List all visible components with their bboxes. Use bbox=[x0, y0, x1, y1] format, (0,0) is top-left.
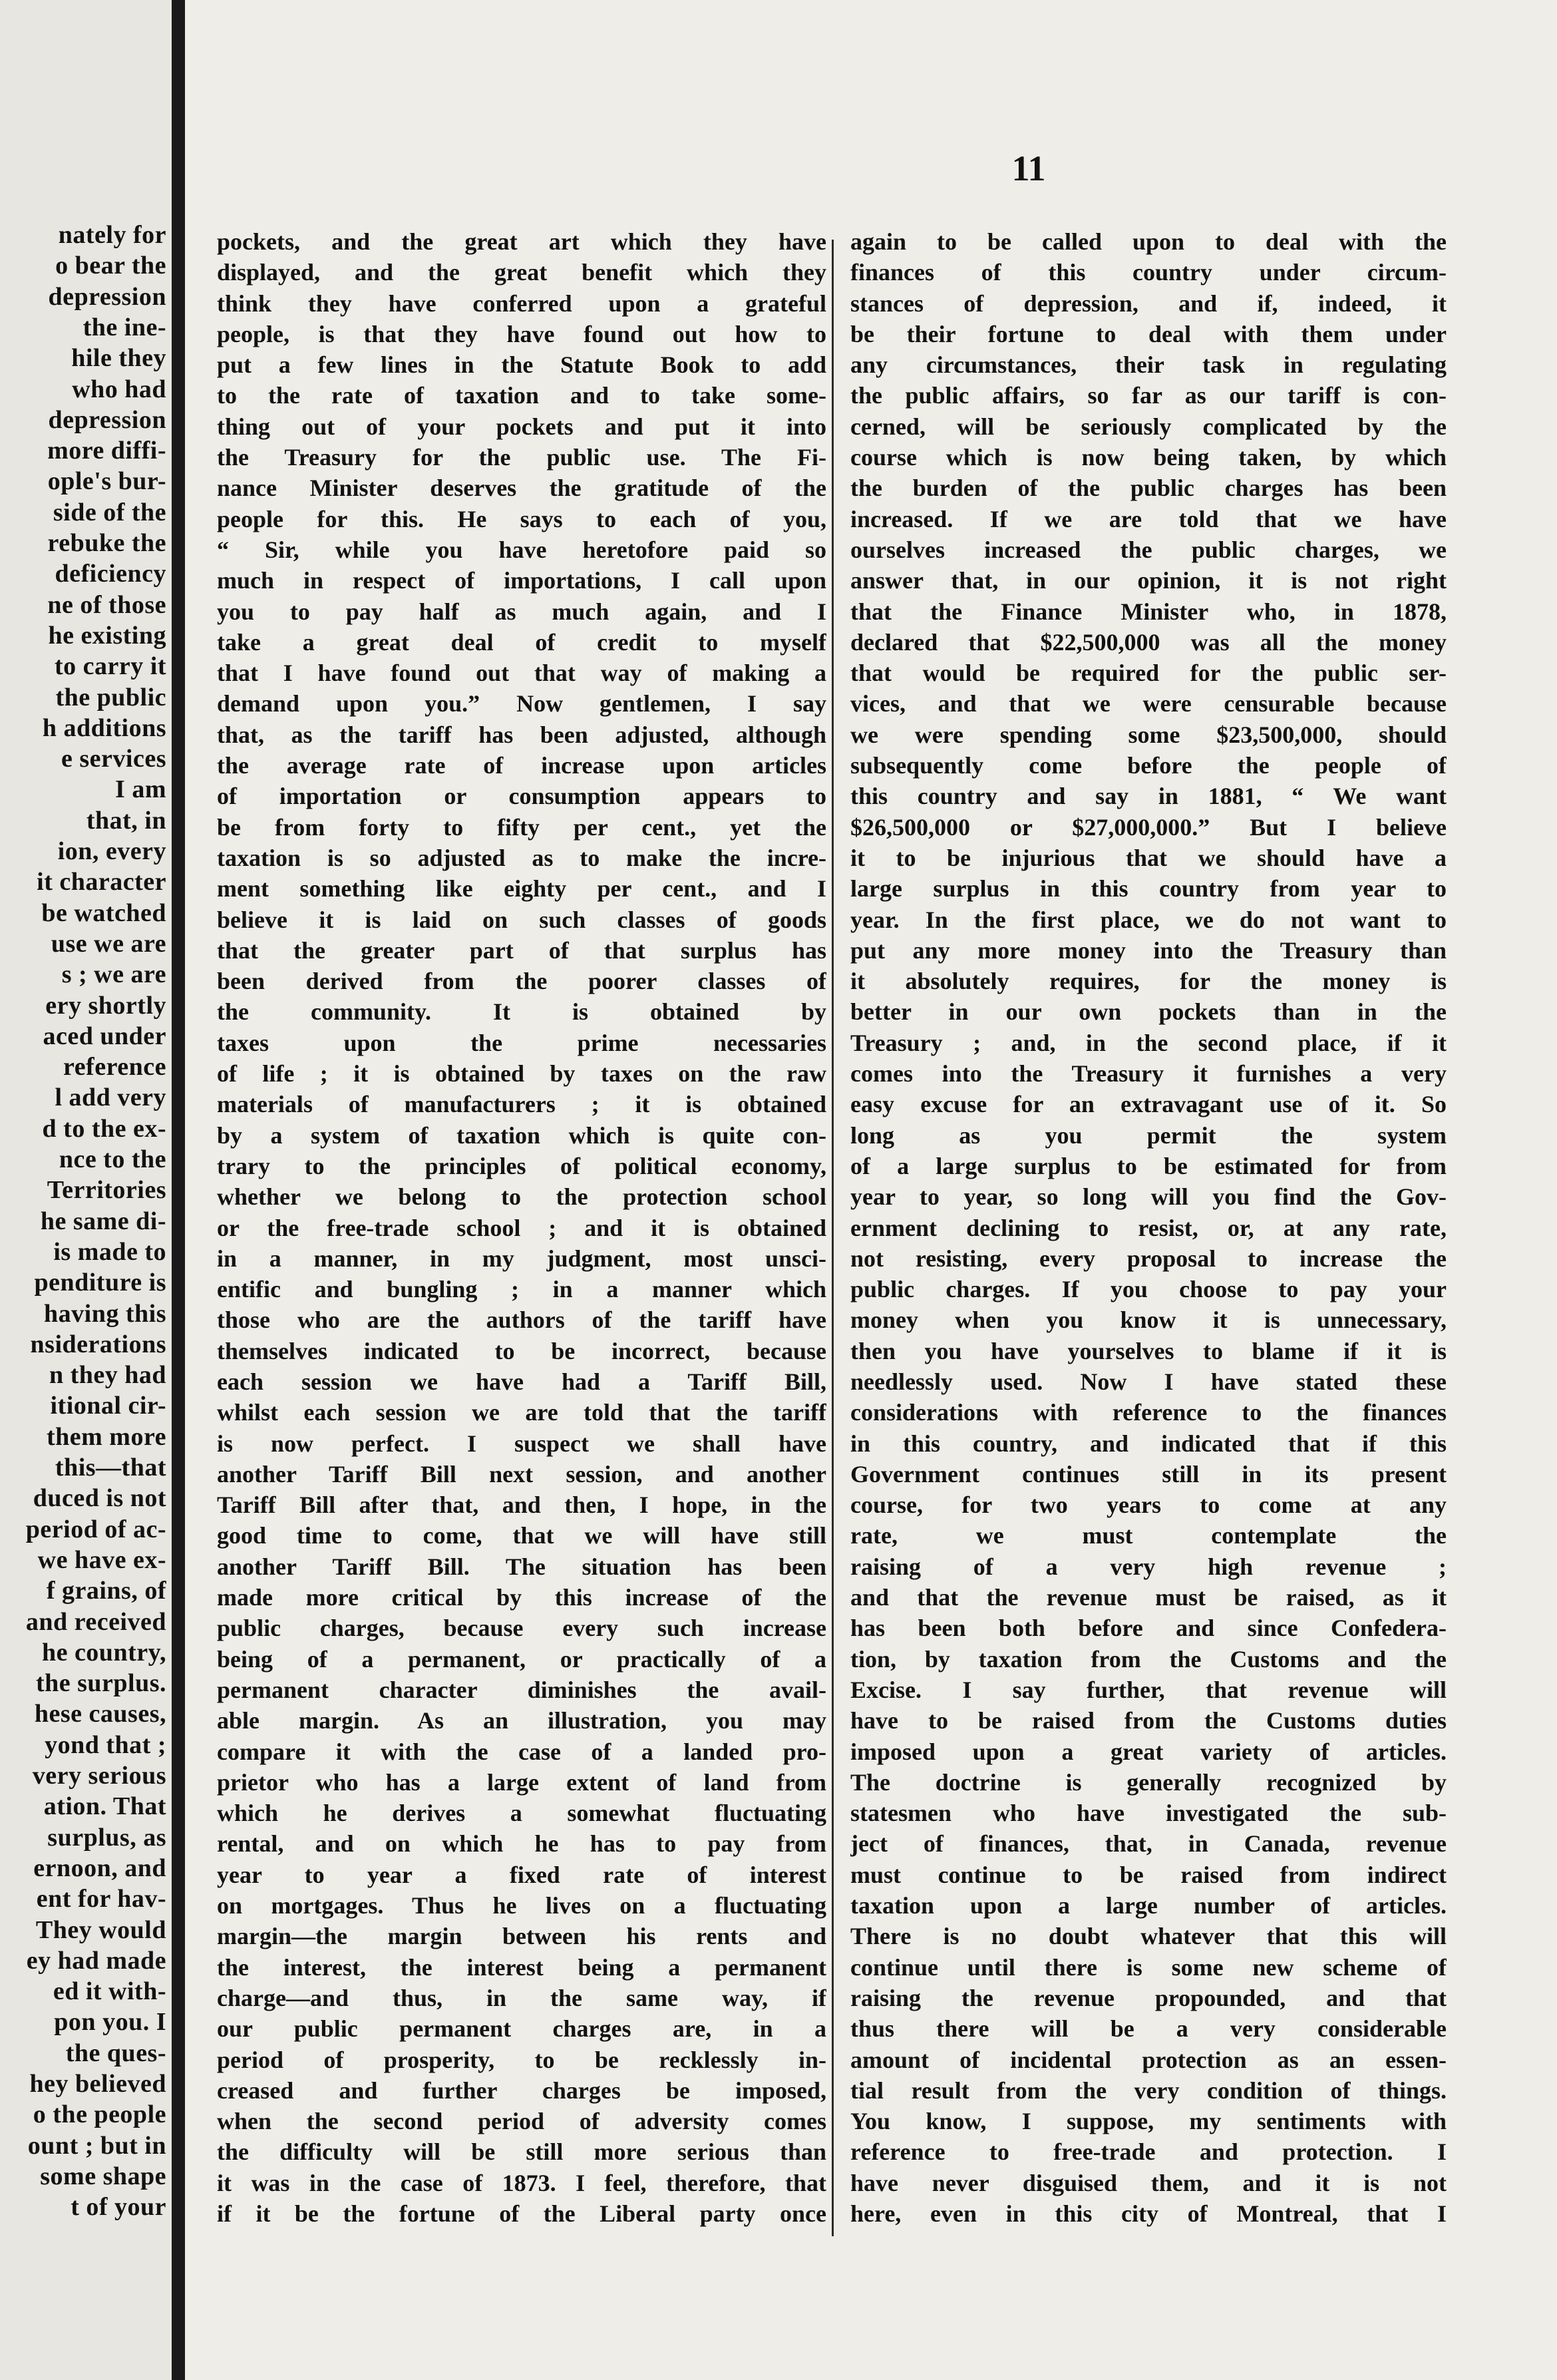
text-line: tion, by taxation from the Customs and the bbox=[850, 1645, 1447, 1673]
fragment-line: deficiency bbox=[55, 560, 166, 588]
left-text-column bbox=[217, 226, 826, 2303]
text-line: finances of this country under circum- bbox=[850, 259, 1447, 286]
fragment-line: ery shortly bbox=[45, 991, 166, 1020]
fragment-line: They would bbox=[35, 1915, 166, 1944]
fragment-line: reference bbox=[63, 1053, 166, 1082]
text-line: you to pay half as much again, and I bbox=[217, 598, 826, 625]
text-line: if it be the fortune of the Liberal party once bbox=[217, 2200, 826, 2227]
fragment-line: e services bbox=[61, 745, 166, 773]
text-line: have never disguised them, and it is not bbox=[850, 2169, 1447, 2196]
fragment-line: n they had bbox=[49, 1361, 166, 1390]
text-line: public charges. If you choose to pay your bbox=[850, 1276, 1447, 1303]
text-line: year. In the first place, we do not want to bbox=[850, 906, 1447, 933]
book-page bbox=[185, 0, 1557, 2380]
text-line: charge—and thus, in the same way, if bbox=[217, 1984, 826, 2011]
fragment-line: this—that bbox=[55, 1454, 166, 1482]
fragment-line: ople's bur- bbox=[47, 467, 166, 496]
text-line: declared that $22,500,000 was all the money bbox=[850, 628, 1447, 656]
fragment-line: depression bbox=[48, 282, 166, 311]
text-line: when the second period of adversity comes bbox=[217, 2108, 826, 2135]
fragment-line: and received bbox=[25, 1607, 166, 1636]
fragment-line: hey believed bbox=[29, 2070, 166, 2098]
fragment-line: Territories bbox=[47, 1176, 166, 1205]
text-line: of importation or consumption appears to bbox=[217, 783, 826, 810]
fragment-line: hile they bbox=[71, 344, 166, 373]
text-line: the average rate of increase upon articles bbox=[217, 752, 826, 779]
fragment-line: ey had made bbox=[26, 1946, 166, 1975]
text-line: money when you know it is unnecessary, bbox=[850, 1306, 1447, 1334]
fragment-line: o the people bbox=[33, 2100, 166, 2129]
text-line: permanent character diminishes the avail- bbox=[217, 1676, 826, 1703]
text-line: margin—the margin between his rents and bbox=[217, 1923, 826, 1950]
text-line: themselves indicated to be incorrect, because bbox=[217, 1337, 826, 1364]
text-line: rental, and on which he has to pay from bbox=[217, 1830, 826, 1858]
text-line: that would be required for the public ser- bbox=[850, 660, 1447, 687]
text-line: ment something like eighty per cent., and I bbox=[217, 875, 826, 902]
fragment-line: who had bbox=[72, 375, 166, 403]
text-line: thus there will be a very considerable bbox=[850, 2015, 1447, 2043]
text-line: here, even in this city of Montreal, that I bbox=[850, 2200, 1447, 2227]
text-line: whilst each session we are told that the tariff bbox=[217, 1399, 826, 1426]
fragment-line: ent for hav- bbox=[36, 1885, 166, 1913]
text-line: and that the revenue must be raised, as it bbox=[850, 1584, 1447, 1611]
fragment-line: period of ac- bbox=[25, 1515, 166, 1543]
text-line: in this country, and indicated that if this bbox=[850, 1430, 1447, 1457]
fragment-line: is made to bbox=[53, 1237, 166, 1266]
fragment-line: f grains, of bbox=[46, 1577, 166, 1605]
fragment-line: nsiderations bbox=[30, 1330, 166, 1358]
fragment-line: s ; we are bbox=[61, 960, 166, 989]
text-line: on mortgages. Thus he lives on a fluctuating bbox=[217, 1892, 826, 1919]
text-line: There is no doubt whatever that this will bbox=[850, 1923, 1447, 1950]
text-line: needlessly used. Now I have stated these bbox=[850, 1368, 1447, 1395]
fragment-line: them more bbox=[46, 1422, 166, 1451]
text-line: raising of a very high revenue ; bbox=[850, 1553, 1447, 1580]
text-line: people, is that they have found out how to bbox=[217, 320, 826, 347]
fragment-line: t of your bbox=[71, 2193, 166, 2222]
text-line: ernment declining to resist, or, at any rate, bbox=[850, 1214, 1447, 1241]
fragment-line: hese causes, bbox=[34, 1700, 166, 1728]
text-line: large surplus in this country from year to bbox=[850, 875, 1447, 902]
text-line: imposed upon a great variety of articles. bbox=[850, 1738, 1447, 1765]
text-line: taxation upon a large number of articles. bbox=[850, 1892, 1447, 1919]
text-line: better in our own pockets than in the bbox=[850, 998, 1447, 1026]
text-line: materials of manufacturers ; it is obtained bbox=[217, 1091, 826, 1118]
text-line: is now perfect. I suspect we shall have bbox=[217, 1430, 826, 1457]
adjacent-page-fragment bbox=[0, 0, 172, 2380]
text-line: must continue to be raised from indirect bbox=[850, 1861, 1447, 1888]
text-line: people for this. He says to each of you, bbox=[217, 505, 826, 532]
text-line: be from forty to fifty per cent., yet the bbox=[217, 813, 826, 841]
text-line: the Treasury for the public use. The Fi- bbox=[217, 444, 826, 471]
text-line: have to be raised from the Customs duties bbox=[850, 1707, 1447, 1734]
text-line: the interest, the interest being a permanent bbox=[217, 1953, 826, 1981]
text-line: statesmen who have investigated the sub- bbox=[850, 1800, 1447, 1827]
text-line: The doctrine is generally recognized by bbox=[850, 1768, 1447, 1796]
book-gutter bbox=[172, 0, 185, 2380]
text-line: amount of incidental protection as an essen- bbox=[850, 2046, 1447, 2073]
text-line: nance Minister deserves the gratitude of the bbox=[217, 475, 826, 502]
text-line: those who are the authors of the tariff have bbox=[217, 1306, 826, 1334]
fragment-line: nately for bbox=[58, 221, 166, 249]
fragment-line: nce to the bbox=[59, 1145, 166, 1173]
text-line: reference to free-trade and protection. I bbox=[850, 2138, 1447, 2166]
text-line: be their fortune to deal with them under bbox=[850, 320, 1447, 347]
text-line: easy excuse for an extravagant use of it. So bbox=[850, 1091, 1447, 1118]
text-line: think they have conferred upon a grateful bbox=[217, 290, 826, 317]
page-number: 11 bbox=[1011, 148, 1046, 188]
text-line: entific and bungling ; in a manner which bbox=[217, 1276, 826, 1303]
fragment-line: the surplus. bbox=[35, 1669, 166, 1698]
fragment-line: ed it with- bbox=[53, 1977, 166, 2006]
fragment-line: more diffi- bbox=[47, 437, 166, 465]
text-line: creased and further charges be imposed, bbox=[217, 2077, 826, 2104]
text-line: long as you permit the system bbox=[850, 1121, 1447, 1149]
text-line: in a manner, in my judgment, most unsci- bbox=[217, 1245, 826, 1272]
text-line: trary to the principles of political economy, bbox=[217, 1152, 826, 1179]
fragment-line: he same di- bbox=[40, 1207, 166, 1235]
text-line: course, for two years to come at any bbox=[850, 1491, 1447, 1519]
text-line: raising the revenue propounded, and that bbox=[850, 1984, 1447, 2011]
fragment-line: penditure is bbox=[34, 1269, 166, 1297]
fragment-line: d to the ex- bbox=[42, 1114, 166, 1143]
text-line: or the free-trade school ; and it is obtained bbox=[217, 1214, 826, 1241]
text-line: public charges, because every such increase bbox=[217, 1615, 826, 1642]
text-line: has been both before and since Confedera- bbox=[850, 1615, 1447, 1642]
text-line: Tariff Bill after that, and then, I hope, in the bbox=[217, 1491, 826, 1519]
text-line: considerations with reference to the finances bbox=[850, 1399, 1447, 1426]
text-line: Treasury ; and, in the second place, if it bbox=[850, 1029, 1447, 1056]
text-line: it to be injurious that we should have a bbox=[850, 844, 1447, 871]
text-line: thing out of your pockets and put it into bbox=[217, 413, 826, 440]
fragment-line: h additions bbox=[42, 713, 166, 742]
fragment-line: he country, bbox=[41, 1638, 166, 1667]
text-line: cerned, will be seriously complicated by the bbox=[850, 413, 1447, 440]
text-line: pockets, and the great art which they have bbox=[217, 228, 826, 255]
text-line: that the Finance Minister who, in 1878, bbox=[850, 598, 1447, 625]
fragment-line: some shape bbox=[40, 2162, 166, 2190]
text-line: $26,500,000 or $27,000,000.” But I believe bbox=[850, 813, 1447, 841]
text-line: compare it with the case of a landed pro- bbox=[217, 1738, 826, 1765]
text-line: You know, I suppose, my sentiments with bbox=[850, 2108, 1447, 2135]
text-line: much in respect of importations, I call upon bbox=[217, 567, 826, 594]
text-line: the difficulty will be still more serious than bbox=[217, 2138, 826, 2166]
text-line: our public permanent charges are, in a bbox=[217, 2015, 826, 2043]
text-line: each session we have had a Tariff Bill, bbox=[217, 1368, 826, 1395]
fragment-line: aced under bbox=[43, 1022, 166, 1050]
fragment-line: I am bbox=[115, 775, 166, 804]
text-line: displayed, and the great benefit which they bbox=[217, 259, 826, 286]
fragment-line: o bear the bbox=[55, 252, 166, 280]
text-line: that I have found out that way of making a bbox=[217, 660, 826, 687]
text-line: the burden of the public charges has been bbox=[850, 475, 1447, 502]
text-line: vices, and that we were censurable because bbox=[850, 690, 1447, 717]
fragment-line: side of the bbox=[53, 498, 166, 526]
text-line: put a few lines in the Statute Book to add bbox=[217, 351, 826, 379]
fragment-line: be watched bbox=[41, 898, 166, 927]
fragment-line: pon you. I bbox=[54, 2008, 166, 2037]
text-line: the public affairs, so far as our tariff is con- bbox=[850, 382, 1447, 409]
fragment-line: we have ex- bbox=[37, 1545, 166, 1574]
text-line: any circumstances, their task in regulating bbox=[850, 351, 1447, 379]
text-line: we were spending some $23,500,000, should bbox=[850, 721, 1447, 748]
text-line: made more critical by this increase of the bbox=[217, 1584, 826, 1611]
text-line: “ Sir, while you have heretofore paid so bbox=[217, 536, 826, 563]
text-line: that, as the tariff has been adjusted, although bbox=[217, 721, 826, 748]
text-line: which he derives a somewhat fluctuating bbox=[217, 1800, 826, 1827]
text-line: another Tariff Bill next session, and another bbox=[217, 1460, 826, 1487]
fragment-line: it character bbox=[37, 868, 166, 896]
fragment-line: to carry it bbox=[55, 652, 166, 681]
text-line: ject of finances, that, in Canada, revenue bbox=[850, 1830, 1447, 1858]
text-line: good time to come, that we will have still bbox=[217, 1522, 826, 1549]
fragment-line: rebuke the bbox=[47, 529, 166, 557]
text-line: believe it is laid on such classes of goods bbox=[217, 906, 826, 933]
fragment-line: the ques- bbox=[65, 2039, 166, 2067]
text-line: of a large surplus to be estimated for from bbox=[850, 1152, 1447, 1179]
text-line: it absolutely requires, for the money is bbox=[850, 968, 1447, 995]
fragment-line: surplus, as bbox=[47, 1823, 166, 1852]
text-line: subsequently come before the people of bbox=[850, 752, 1447, 779]
fragment-line: he existing bbox=[48, 621, 166, 650]
fragment-line: depression bbox=[48, 405, 166, 434]
text-line: another Tariff Bill. The situation has been bbox=[217, 1553, 826, 1580]
text-line: demand upon you.” Now gentlemen, I say bbox=[217, 690, 826, 717]
fragment-line: l add very bbox=[55, 1084, 166, 1112]
text-line: not resisting, every proposal to increase the bbox=[850, 1245, 1447, 1272]
text-line: Excise. I say further, that revenue will bbox=[850, 1676, 1447, 1703]
text-line: been derived from the poorer classes of bbox=[217, 968, 826, 995]
fragment-line: the public bbox=[55, 683, 166, 711]
fragment-line: itional cir- bbox=[50, 1392, 166, 1420]
fragment-line: that, in bbox=[86, 806, 166, 835]
fragment-line: use we are bbox=[51, 929, 166, 958]
text-line: ourselves increased the public charges, we bbox=[850, 536, 1447, 563]
fragment-line: ount ; but in bbox=[27, 2131, 166, 2160]
column-divider bbox=[832, 240, 834, 2236]
text-line: able margin. As an illustration, you may bbox=[217, 1707, 826, 1734]
text-line: again to be called upon to deal with the bbox=[850, 228, 1447, 255]
text-line: answer that, in our opinion, it is not right bbox=[850, 567, 1447, 594]
fragment-line: ne of those bbox=[47, 590, 166, 619]
text-line: continue until there is some new scheme of bbox=[850, 1953, 1447, 1981]
text-line: prietor who has a large extent of land from bbox=[217, 1768, 826, 1796]
text-line: course which is now being taken, by which bbox=[850, 444, 1447, 471]
text-line: the community. It is obtained by bbox=[217, 998, 826, 1026]
text-line: year to year, so long will you find the Gov- bbox=[850, 1183, 1447, 1211]
text-line: by a system of taxation which is quite con- bbox=[217, 1121, 826, 1149]
text-line: rate, we must contemplate the bbox=[850, 1522, 1447, 1549]
text-line: this country and say in 1881, “ We want bbox=[850, 783, 1447, 810]
text-line: to the rate of taxation and to take some- bbox=[217, 382, 826, 409]
text-line: take a great deal of credit to myself bbox=[217, 628, 826, 656]
text-line: period of prosperity, to be recklessly in- bbox=[217, 2046, 826, 2073]
fragment-line: yond that ; bbox=[45, 1730, 166, 1759]
text-line: then you have yourselves to blame if it is bbox=[850, 1337, 1447, 1364]
fragment-line: ation. That bbox=[43, 1792, 166, 1821]
text-line: it was in the case of 1873. I feel, therefore, that bbox=[217, 2169, 826, 2196]
text-line: that the greater part of that surplus has bbox=[217, 936, 826, 964]
fragment-line: ernoon, and bbox=[33, 1854, 166, 1882]
text-line: put any more money into the Treasury than bbox=[850, 936, 1447, 964]
text-line: taxation is so adjusted as to make the incre- bbox=[217, 844, 826, 871]
text-line: year to year a fixed rate of interest bbox=[217, 1861, 826, 1888]
fragment-line: very serious bbox=[32, 1762, 166, 1790]
right-text-column bbox=[850, 226, 1447, 2303]
fragment-line: duced is not bbox=[33, 1484, 166, 1513]
text-line: of life ; it is obtained by taxes on the raw bbox=[217, 1060, 826, 1088]
text-line: increased. If we are told that we have bbox=[850, 505, 1447, 532]
fragment-line: having this bbox=[44, 1299, 166, 1328]
text-line: Government continues still in its present bbox=[850, 1460, 1447, 1487]
text-line: taxes upon the prime necessaries bbox=[217, 1029, 826, 1056]
text-line: tial result from the very condition of things. bbox=[850, 2077, 1447, 2104]
text-line: comes into the Treasury it furnishes a very bbox=[850, 1060, 1447, 1088]
text-line: whether we belong to the protection school bbox=[217, 1183, 826, 1211]
text-line: being of a permanent, or practically of a bbox=[217, 1645, 826, 1673]
fragment-line: ion, every bbox=[57, 837, 166, 865]
fragment-line: the ine- bbox=[83, 313, 166, 341]
text-line: stances of depression, and if, indeed, it bbox=[850, 290, 1447, 317]
